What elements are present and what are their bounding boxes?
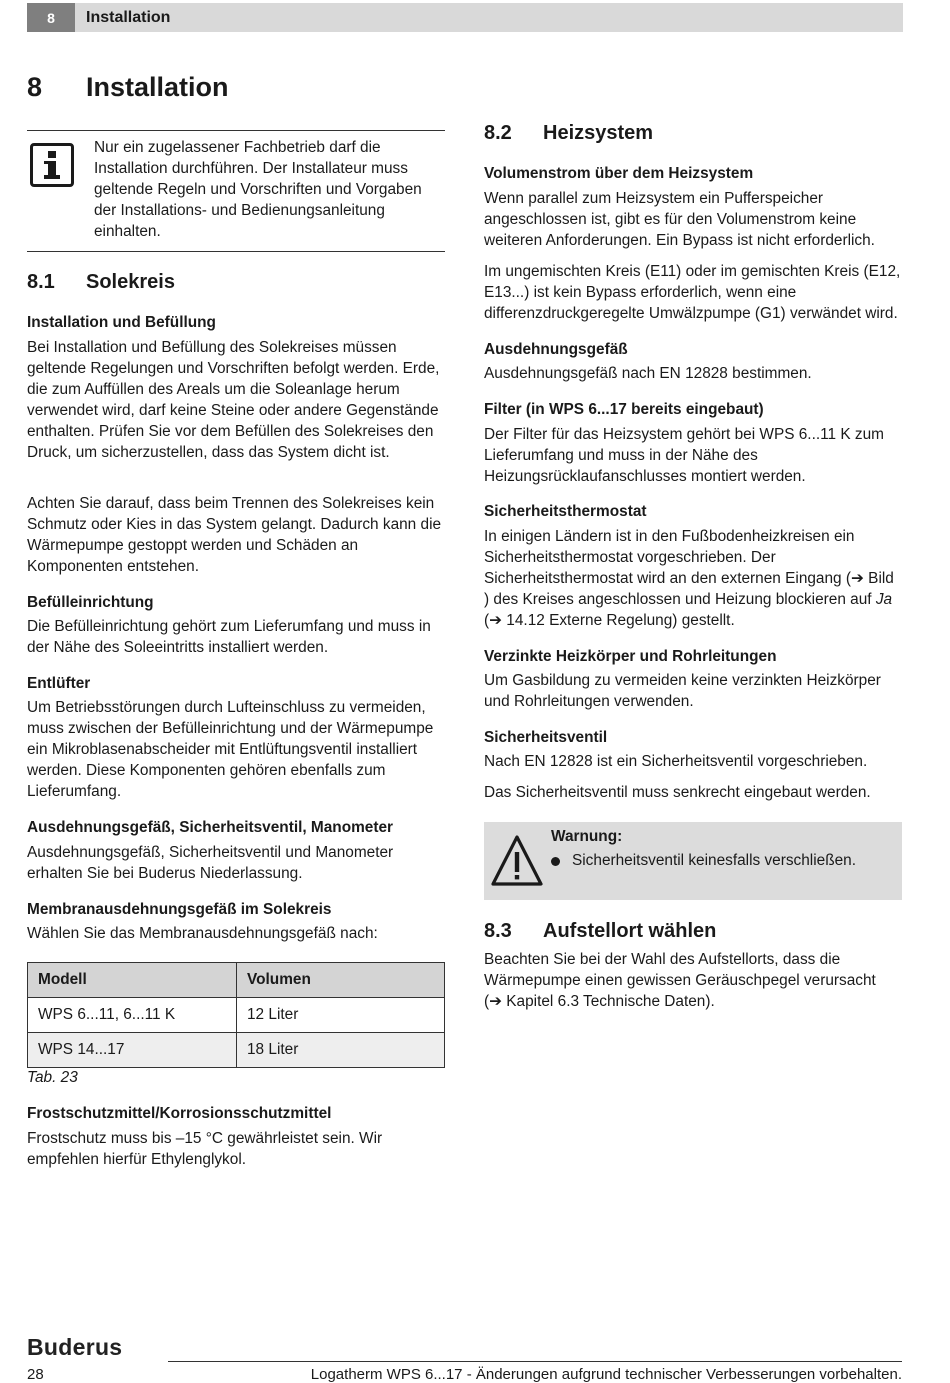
installation-heading: Installation und Befüllung xyxy=(27,314,216,331)
sicherheitsventil-paragraph-2: Das Sicherheitsventil muss senkrecht eingebaut werden. xyxy=(484,784,871,801)
sicherheitsventil-paragraph-1: Nach EN 12828 ist ein Sicherheitsventil vorgeschrieben. xyxy=(484,753,868,770)
footer-note: Logatherm WPS 6...17 - Änderungen aufgrund technischer Verbesserungen vorbehalten. xyxy=(310,1366,902,1383)
volumenstrom-paragraph-1: Wenn parallel zum Heizsystem ein Pufferspeicher angeschlossen ist, gibt es für den Volumenstrom keine weiteren Anforderungen. Ein Bypass ist nicht erforderlich. xyxy=(484,190,875,249)
header-chapter-title: Installation xyxy=(86,8,171,26)
section-8-2-title: Heizsystem xyxy=(543,122,654,144)
warning-title: Warnung: xyxy=(551,828,623,845)
table-header-cell: Volumen xyxy=(237,963,445,998)
warning-triangle-icon xyxy=(489,832,545,890)
befuelleinrichtung-text: Die Befülleinrichtung gehört zum Lieferumfang und muss in der Nähe des Soleeintritts installiert werden. xyxy=(27,618,431,656)
section-8-2-number: 8.2 xyxy=(484,122,512,144)
info-text: Nur ein zugelassener Fachbetrieb darf die Installation durchführen. Der Installateur muss geltende Regeln und Vorschriften und Vorgaben der Installations- und Bedienungsanleitung einhalten. xyxy=(94,139,422,240)
info-icon xyxy=(30,143,74,187)
filter-heading: Filter (in WPS 6...17 bereits eingebaut) xyxy=(484,401,764,418)
table-cell: WPS 6...11, 6...11 K xyxy=(28,998,237,1033)
installation-paragraph-1: Bei Installation und Befüllung des Solekreises müssen geltende Regelungen und Vorschriften befolgt werden. Erde, die zum Auffüllen des Areals um die Soleanlage herum verwendet wird, darf keine Steine oder andere Gegenstände enthalten. Prüfen Sie vor dem Befüllen des Solekreises den Druck, um sicherzustellen, dass das System dicht ist. xyxy=(27,339,440,461)
verzinkt-heading: Verzinkte Heizkörper und Rohrleitungen xyxy=(484,648,777,665)
table-header-row xyxy=(28,963,445,998)
section-8-1-title: Solekreis xyxy=(86,271,175,293)
sicherheitsthermostat-heading: Sicherheitsthermostat xyxy=(484,503,647,520)
section-8-3-text: Beachten Sie bei der Wahl des Aufstellorts, dass die Wärmepumpe einen gewissen Geräuschpegel verursacht (➔ Kapitel 6.3 Technische Daten). xyxy=(484,951,876,1010)
ausdehnung-text: Ausdehnungsgefäß, Sicherheitsventil und Manometer erhalten Sie bei Buderus Niederlassung. xyxy=(27,844,394,882)
chapter-title: Installation xyxy=(86,72,229,102)
sicherheitsthermostat-text-em: Ja xyxy=(875,591,893,608)
info-box xyxy=(27,130,445,252)
footer-divider xyxy=(168,1361,902,1362)
volumenstrom-paragraph-2: Im ungemischten Kreis (E11) oder im gemischten Kreis (E12, E13...) ist kein Bypass erforderlich, wenn eine differenzdruckgeregelte Umwälzpumpe (G1) verwändet wird. xyxy=(484,263,901,322)
installation-paragraph-2: Achten Sie darauf, dass beim Trennen des Solekreises kein Schmutz oder Kies in das System gelangt. Dadurch kann die Wärmepumpe gestoppt werden und Schäden an Komponenten entstehen. xyxy=(27,495,442,575)
table-cell: WPS 14...17 xyxy=(28,1033,237,1068)
section-8-3-number: 8.3 xyxy=(484,920,512,942)
chapter-heading xyxy=(27,72,229,103)
heiz-ausdehnung-heading: Ausdehnungsgefäß xyxy=(484,341,628,358)
verzinkt-text: Um Gasbildung zu vermeiden keine verzinkten Heizkörper und Rohrleitungen verwenden. xyxy=(484,672,881,710)
section-8-3-heading xyxy=(484,920,716,943)
sicherheitsthermostat-text-a: In einigen Ländern ist in den Fußbodenheizkreisen ein Sicherheitsthermostat vorgeschrieben. Der Sicherheitsthermostat wird an den externen Eingang (➔ Bild ) des Kreises angeschlossen und Heizung blockieren auf xyxy=(484,528,894,608)
header-chapter-number: 8 xyxy=(27,3,75,32)
section-8-2-heading xyxy=(484,122,653,145)
entluefter-heading: Entlüfter xyxy=(27,675,91,692)
table-cell: 12 Liter xyxy=(237,998,445,1033)
warning-item xyxy=(551,852,856,870)
befuelleinrichtung-heading: Befülleinrichtung xyxy=(27,594,154,611)
membran-text: Wählen Sie das Membranausdehnungsgefäß nach: xyxy=(27,925,378,942)
page-number: 28 xyxy=(27,1366,44,1383)
filter-text: Der Filter für das Heizsystem gehört bei WPS 6...11 K zum Lieferumfang und muss in der Nähe des Heizungsrücklaufanschlusses montiert werden. xyxy=(484,426,885,485)
membran-table xyxy=(27,962,445,1068)
frostschutz-text: Frostschutz muss bis –15 °C gewährleistet sein. Wir empfehlen hierfür Ethylenglykol. xyxy=(27,1130,383,1168)
section-8-1-number: 8.1 xyxy=(27,271,55,293)
table-row xyxy=(28,1033,445,1068)
sicherheitsthermostat-text-b: (➔ 14.12 Externe Regelung) gestellt. xyxy=(484,612,735,629)
warning-box xyxy=(484,822,902,900)
bullet-icon xyxy=(551,857,560,866)
volumenstrom-heading: Volumenstrom über dem Heizsystem xyxy=(484,165,754,182)
membran-heading: Membranausdehnungsgefäß im Solekreis xyxy=(27,901,332,918)
table-caption: Tab. 23 xyxy=(27,1069,78,1086)
chapter-number: 8 xyxy=(27,72,43,102)
frostschutz-heading: Frostschutzmittel/Korrosionsschutzmittel xyxy=(27,1105,332,1122)
section-8-1-heading xyxy=(27,271,175,294)
ausdehnung-heading: Ausdehnungsgefäß, Sicherheitsventil, Manometer xyxy=(27,819,394,836)
table-header-cell: Modell xyxy=(28,963,237,998)
sicherheitsthermostat-text xyxy=(484,526,902,631)
section-8-3-title: Aufstellort wählen xyxy=(543,920,717,942)
buderus-logo: Buderus xyxy=(27,1334,123,1360)
table-cell: 18 Liter xyxy=(237,1033,445,1068)
running-header xyxy=(27,3,903,32)
entluefter-text: Um Betriebsstörungen durch Lufteinschluss zu vermeiden, muss zwischen der Befülleinrichtung und der Wärmepumpe ein Mikroblasenabscheider mit Entlüftungsventil installiert werden. Diese Komponenten gehören ebenfalls zum Lieferumfang. xyxy=(27,699,434,800)
table-row xyxy=(28,998,445,1033)
heiz-ausdehnung-text: Ausdehnungsgefäß nach EN 12828 bestimmen. xyxy=(484,365,812,382)
warning-item-text: Sicherheitsventil keinesfalls verschließen. xyxy=(572,852,856,869)
sicherheitsventil-heading: Sicherheitsventil xyxy=(484,729,608,746)
